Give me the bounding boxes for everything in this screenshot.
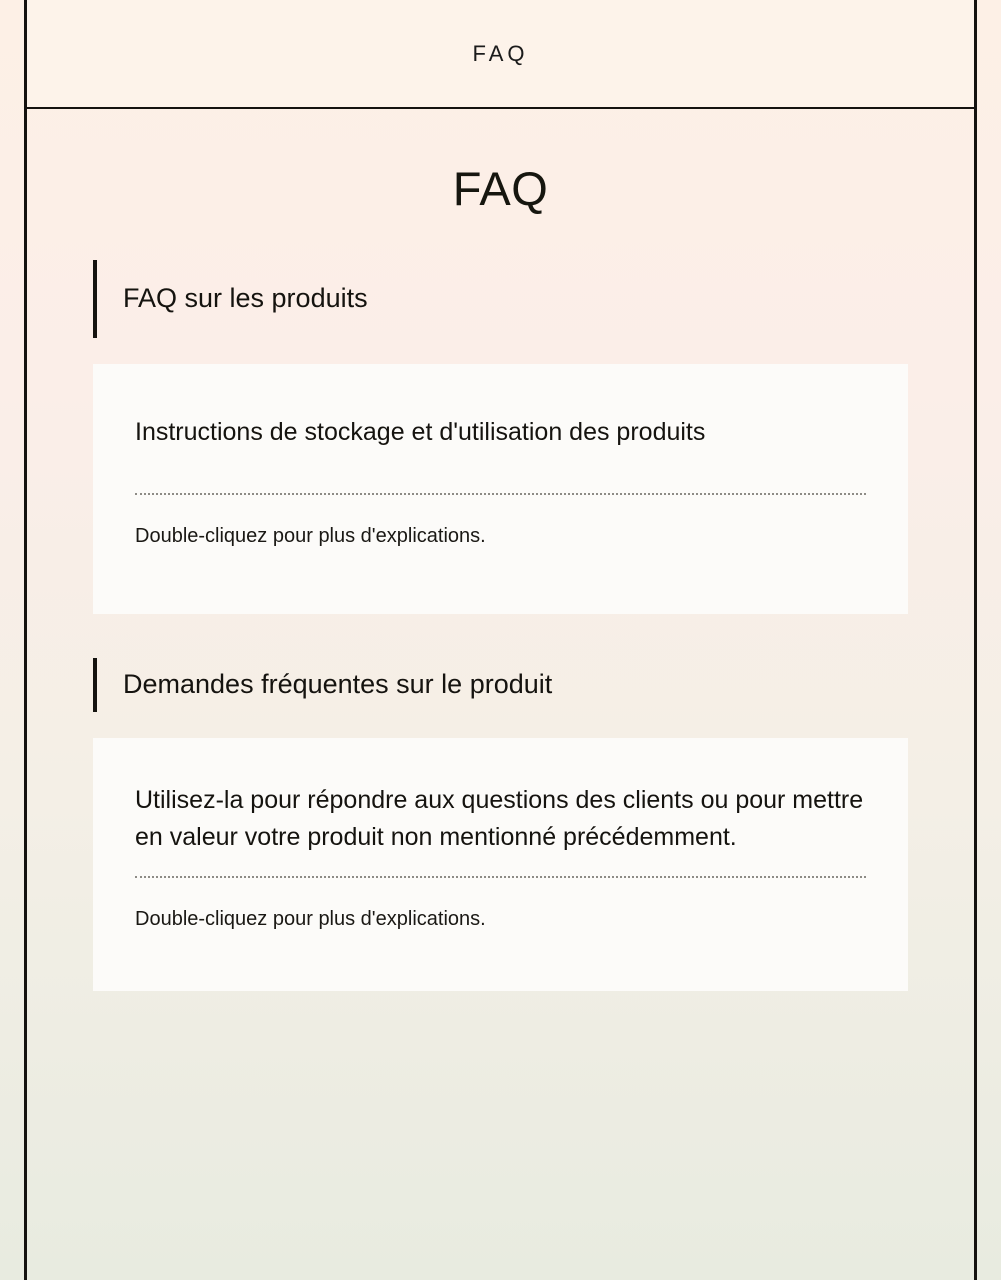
page-title: FAQ — [452, 162, 549, 215]
card-divider — [135, 875, 866, 878]
faq-card-title: Instructions de stockage et d'utilisation des produits — [135, 418, 706, 446]
section-heading — [93, 260, 974, 338]
section-accent-bar — [93, 658, 97, 712]
faq-section-products — [27, 260, 974, 614]
card-divider — [135, 492, 866, 495]
section-heading-label: Demandes fréquentes sur le produit — [123, 669, 553, 700]
page-content — [27, 109, 974, 1280]
faq-card-title: Utilisez-la pour répondre aux questions des clients ou pour mettre en valeur votre produit non mentionné précédemment. — [135, 786, 864, 851]
header-title: FAQ — [472, 40, 529, 66]
section-heading — [93, 658, 974, 712]
section-accent-bar — [93, 260, 97, 338]
section-heading-label: FAQ sur les produits — [123, 283, 368, 314]
faq-card[interactable] — [93, 364, 908, 614]
faq-section-requests — [27, 658, 974, 991]
faq-card[interactable] — [93, 738, 908, 991]
page-header — [27, 0, 974, 109]
page-frame-right-edge — [974, 0, 977, 1280]
faq-card-note: Double-cliquez pour plus d'explications. — [135, 525, 486, 548]
faq-card-note: Double-cliquez pour plus d'explications. — [135, 907, 486, 930]
